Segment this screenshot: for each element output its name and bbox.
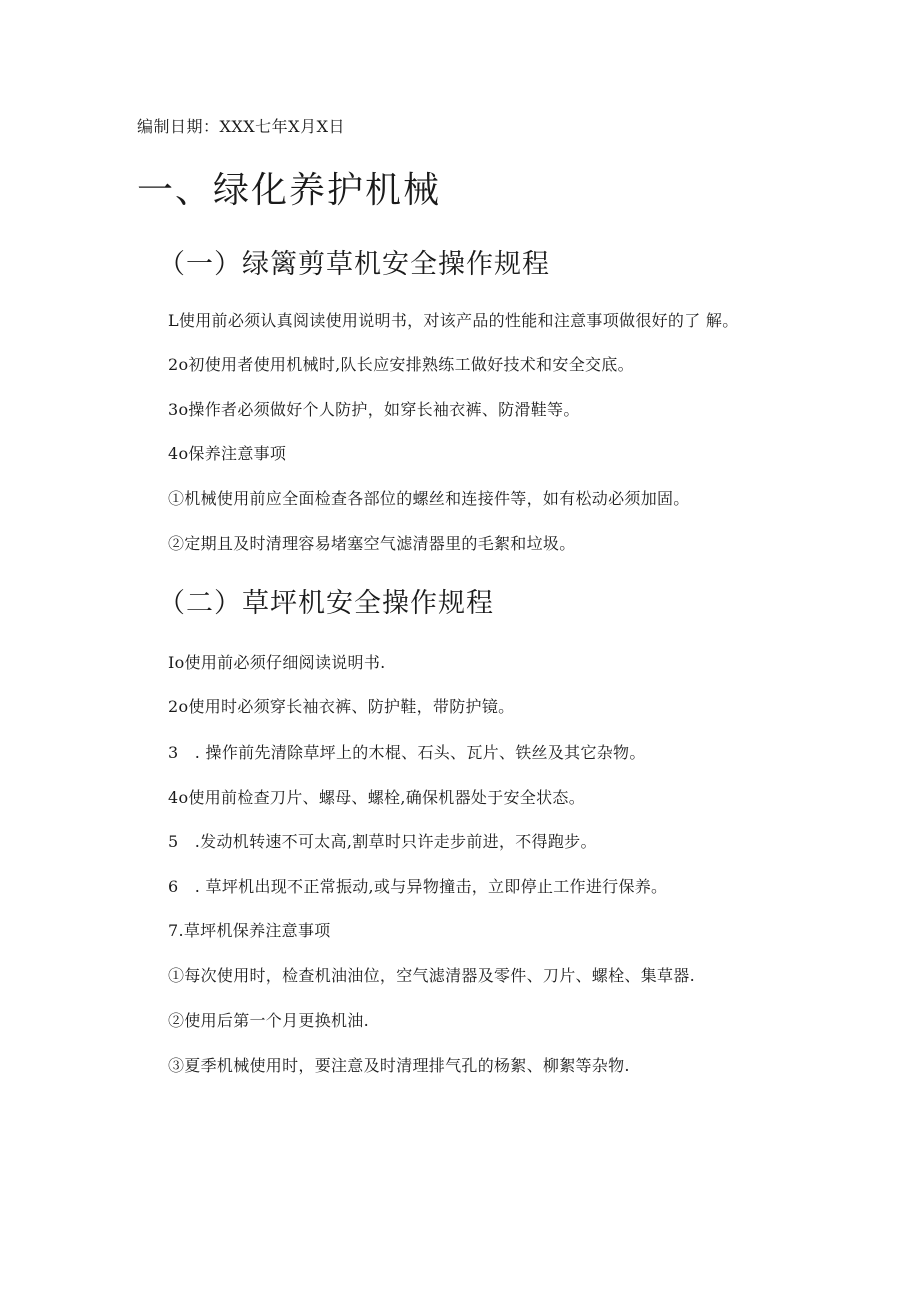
list-item: ①每次使用时，检查机油油位，空气滤清器及零件、刀片、螺栓、集草器.: [168, 966, 695, 985]
list-item: 4o使用前检查刀片、螺母、螺栓,确保机器处于安全状态。: [168, 788, 585, 807]
list-item: Io使用前必须仔细阅读说明书.: [168, 653, 386, 672]
list-item: 6 . 草坪机出现不正常振动,或与异物撞击，立即停止工作进行保养。: [168, 877, 668, 896]
list-item: 7.草坪机保养注意事项: [168, 921, 331, 940]
list-item: ②使用后第一个月更换机油.: [168, 1011, 369, 1030]
list-item: ②定期且及时清理容易堵塞空气滤清器里的毛絮和垃圾。: [168, 534, 576, 553]
compile-date: 编制日期：XXX七年X月X日: [137, 117, 345, 136]
chapter-title: 一、绿化养护机械: [137, 170, 442, 211]
list-item: ③夏季机械使用时，要注意及时清理排气孔的杨絮、柳絮等杂物.: [168, 1056, 630, 1075]
list-item: 2o初使用者使用机械时,队长应安排熟练工做好技术和安全交底。: [168, 355, 634, 374]
list-item: 4o保养注意事项: [168, 444, 287, 463]
list-item: ①机械使用前应全面检查各部位的螺丝和连接件等，如有松动必须加固。: [168, 489, 690, 508]
list-item: 2o使用时必须穿长袖衣裤、防护鞋，带防护镜。: [168, 697, 515, 716]
section-title-hedge-trimmer: （一）绿篱剪草机安全操作规程: [158, 249, 550, 280]
section-title-lawn-mower: （二）草坪机安全操作规程: [158, 588, 494, 619]
list-item: 3 . 操作前先清除草坪上的木棍、石头、瓦片、铁丝及其它杂物。: [168, 743, 646, 762]
list-item: 3o操作者必须做好个人防护，如穿长袖衣裤、防滑鞋等。: [168, 400, 580, 419]
list-item: L使用前必须认真阅读使用说明书，对该产品的性能和注意事项做很好的了 解。: [168, 311, 739, 330]
list-item: 5 .发动机转速不可太高,割草时只许走步前进，不得跑步。: [168, 832, 597, 851]
